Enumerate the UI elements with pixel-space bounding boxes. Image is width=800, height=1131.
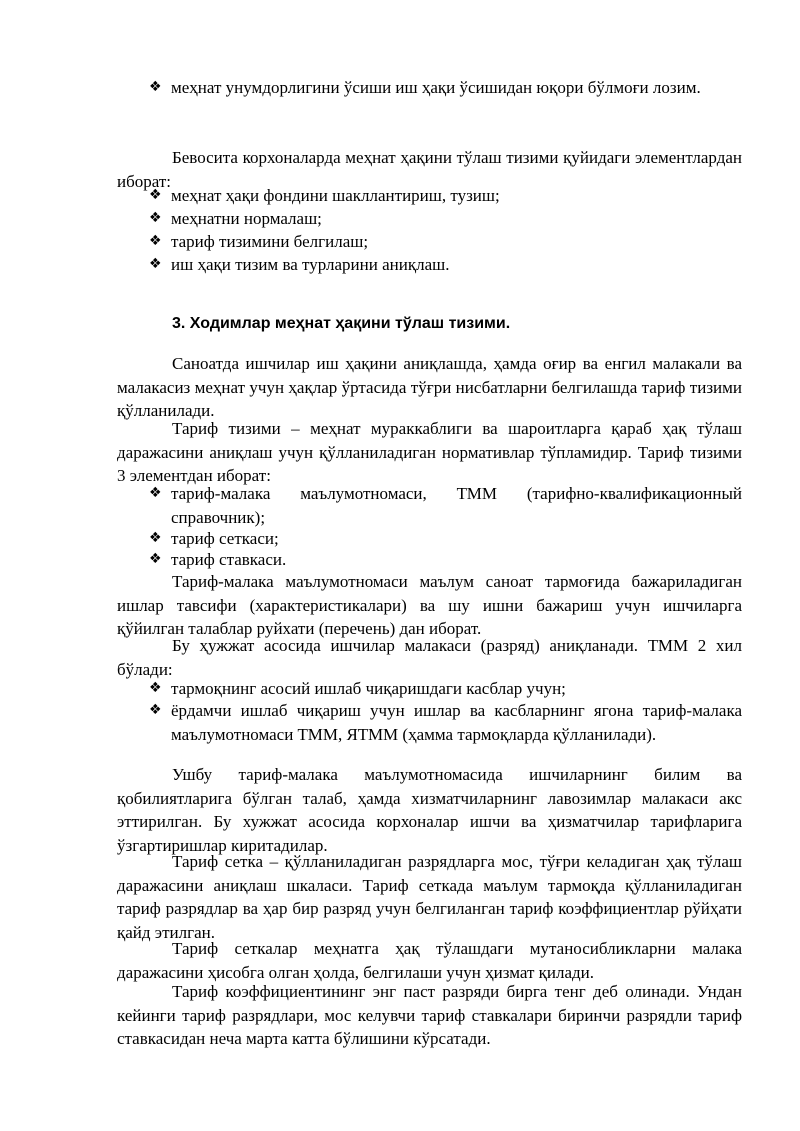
list-item-text: тариф ставкаси. (171, 550, 287, 569)
list-item-text: меҳнатни нормалаш; (171, 209, 322, 228)
list-item (149, 253, 742, 277)
diamond-bullet-icon: ❖ (149, 530, 162, 546)
paragraph: Тариф сеткалар меҳнатга ҳақ тўлашдаги мутаносибликларни малака даражасини ҳисобга олган ҳолда, белгилаши учун ҳизмат қилади. (117, 939, 742, 982)
diamond-bullet-icon: ❖ (149, 233, 162, 249)
paragraph: Тариф-малака маълумотномаси маълум саноат тармоғида бажариладиган ишлар тавсифи (характеристикалари) ва шу ишни бажариш учун ишчиларга қўйилган талаблар руйхати (перечень) дан иборат. (117, 572, 742, 638)
list-item (149, 76, 742, 100)
diamond-bullet-icon: ❖ (149, 485, 162, 501)
paragraph: Бу ҳужжат асосида ишчилар малакаси (разряд) аниқланади. ТММ 2 хил бўлади: (117, 636, 742, 679)
list-item (149, 482, 742, 529)
diamond-bullet-icon: ❖ (149, 256, 162, 272)
list-item-text: тариф-малака маълумотномаси, ТММ (тарифно-квалификационный справочник); (171, 484, 742, 527)
diamond-bullet-icon: ❖ (149, 187, 162, 203)
diamond-bullet-icon: ❖ (149, 702, 162, 718)
diamond-bullet-icon: ❖ (149, 680, 162, 696)
list-item (149, 699, 742, 746)
section-heading: 3. Ходимлар меҳнат ҳақини тўлаш тизими. (172, 315, 511, 332)
list-item-text: тармоқнинг асосий ишлаб чиқаришдаги касблар учун; (171, 679, 566, 698)
list-item-text: меҳнат унумдорлигини ўсиши иш ҳақи ўсишидан юқори бўлмоғи лозим. (171, 78, 701, 97)
list-item (149, 677, 742, 701)
list-item-text: ёрдамчи ишлаб чиқариш учун ишлар ва касбларнинг ягона тариф-малака маълумотномаси ТММ, ЯТММ (ҳамма тармоқларда қўлланилади). (171, 701, 742, 744)
list-item (149, 230, 742, 254)
paragraph: Тариф коэффициентининг энг паст разряди бирга тенг деб олинади. Ундан кейинги тариф разрядлари, мос келувчи тариф ставкалари биринчи разрядли тариф ставкасидан неча марта катта бўлишини кўрсатади. (117, 982, 742, 1048)
list-item-text: меҳнат ҳақи фондини шакллантириш, тузиш; (171, 186, 500, 205)
list-item-text: тариф сеткаси; (171, 529, 279, 548)
paragraph: Саноатда ишчилар иш ҳақини аниқлашда, ҳамда оғир ва енгил малакали ва малакасиз меҳнат учун ҳақлар ўртасида тўғри нисбатларни белгилашда тариф тизими қўлланилади. (117, 354, 742, 420)
list-item (149, 184, 742, 208)
paragraph: Ушбу тариф-малака маълумотномасида ишчиларнинг билим ва қобилиятларига бўлган талаб, ҳамда хизматчиларнинг лавозимлар малакаси акс эттирилган. Бу хужжат асосида корхоналар ишчи ва ҳизматчилар тарифларига ўзгартиришлар киритадилар. (117, 765, 742, 855)
diamond-bullet-icon: ❖ (149, 210, 162, 226)
paragraph: Тариф тизими – меҳнат мураккаблиги ва шароитларга қараб ҳақ тўлаш даражасини аниқлаш учун қўлланиладиган нормативлар тўпламидир. Тариф тизими 3 элементдан иборат: (117, 419, 742, 485)
list-item-text: тариф тизимини белгилаш; (171, 232, 369, 251)
list-item (149, 527, 742, 551)
list-item-text: иш ҳақи тизим ва турларини аниқлаш. (171, 255, 450, 274)
paragraph: Тариф сетка – қўлланиладиган разрядларга мос, тўғри келадиган ҳақ тўлаш даражасини аниқлаш шкаласи. Тариф сеткада маълум тармоқда қўлланиладиган тариф разрядлар ва ҳар бир разряд учун белгиланган тариф коэффициентлар рўйҳати қайд этилган. (117, 852, 742, 942)
diamond-bullet-icon: ❖ (149, 79, 162, 95)
paragraph: Бевосита корхоналарда меҳнат ҳақини тўлаш тизими қуйидаги элементлардан иборат: (117, 148, 742, 191)
diamond-bullet-icon: ❖ (149, 551, 162, 567)
list-item (149, 548, 742, 572)
list-item (149, 207, 742, 231)
